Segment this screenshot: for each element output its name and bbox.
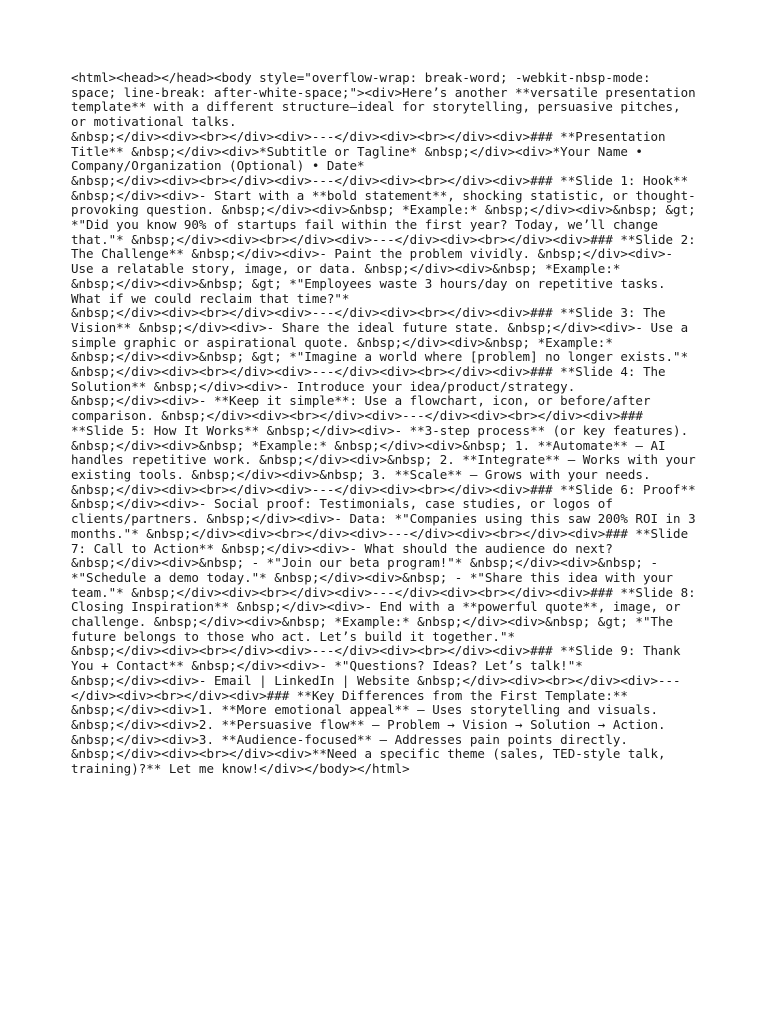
source-line: Closing Inspiration** &nbsp;</div><div>- End with a **powerful quote**, image, or [71,599,681,615]
source-line: &nbsp;</div><div><br></div><div>---</div><div><br></div><div>### **Slide 3: The [71,305,666,321]
source-line: &nbsp;</div><div>&nbsp; &gt; *"Imagine a world where [problem] no longer exists."* [71,349,689,365]
source-line: *"Schedule a demo today."* &nbsp;</div><div>&nbsp; - *"Share this idea with your [71,569,674,585]
source-line: &nbsp;</div><div>- Email | LinkedIn | Website &nbsp;</div><div><br></div><div>--- [71,672,681,688]
source-line: *"Did you know 90% of startups fail within the first year? Today, we’ll change [71,217,658,233]
source-line: clients/partners. &nbsp;</div><div>- Data: *"Companies using this saw 200% ROI in 3 [71,511,696,527]
source-line: existing tools. &nbsp;</div><div>&nbsp; 3. **Scale** – Grows with your needs. [71,466,651,482]
source-line: training)?** Let me know!</div></body></html> [71,761,410,777]
source-line: &nbsp;</div><div><br></div><div>---</div><div><br></div><div>### **Slide 9: Thank [71,643,681,659]
source-line: template** with a different structure—ideal for storytelling, persuasive pitches, [71,99,681,115]
source-line: The Challenge** &nbsp;</div><div>- Paint the problem vividly. &nbsp;</div><div>- [71,246,674,262]
source-line: <html><head></head><body style="overflow-wrap: break-word; -webkit-nbsp-mode: [71,70,651,85]
source-line: provoking question. &nbsp;</div><div>&nbsp; *Example:* &nbsp;</div><div>&nbsp; &gt; [71,202,696,218]
raw-html-source-text [71,71,711,777]
source-line: &nbsp;</div><div><br></div><div>---</div><div><br></div><div>### **Slide 1: Hook** [71,172,689,188]
source-line: Vision** &nbsp;</div><div>- Share the ideal future state. &nbsp;</div><div>- Use a [71,319,689,335]
source-line: Title** &nbsp;</div><div>*Subtitle or Tagline* &nbsp;</div><div>*Your Name • [71,143,643,159]
source-line: **Slide 5: How It Works** &nbsp;</div><div>- **3-step process** (or key features). [71,422,689,438]
source-line: that."* &nbsp;</div><div><br></div><div>---</div><div><br></div><div>### **Slide 2: [71,231,696,247]
source-line: &nbsp;</div><div>- Social proof: Testimonials, case studies, or logos of [71,496,613,512]
source-line: simple graphic or aspirational quote. &nbsp;</div><div>&nbsp; *Example:* [71,334,613,350]
source-line: </div><div><br></div><div>### **Key Differences from the First Template:** [71,687,628,703]
source-line: team."* &nbsp;</div><div><br></div><div>---</div><div><br></div><div>### **Slide 8: [71,584,696,600]
source-line: &nbsp;</div><div>- **Keep it simple**: Use a flowchart, icon, or before/after [71,393,651,409]
source-line: What if we could reclaim that time?"* [71,290,350,306]
source-line: Company/Organization (Optional) • Date* [71,158,365,174]
source-line: handles repetitive work. &nbsp;</div><div>&nbsp; 2. **Integrate** – Works with your [71,452,696,468]
source-line: space; line-break: after-white-space;"><div>Here’s another **versatile presentation [71,84,696,100]
source-line: or motivational talks. [71,114,237,130]
source-line: future belongs to those who act. Let’s build it together."* [71,628,516,644]
source-line: &nbsp;</div><div><br></div><div>**Need a specific theme (sales, TED-style talk, [71,746,666,762]
source-line: Solution** &nbsp;</div><div>- Introduce your idea/product/strategy. [71,378,576,394]
source-line: challenge. &nbsp;</div><div>&nbsp; *Example:* &nbsp;</div><div>&nbsp; &gt; *"The [71,614,674,630]
source-line: &nbsp;</div><div><br></div><div>---</div><div><br></div><div>### **Slide 6: Proof** [71,481,696,497]
source-line: comparison. &nbsp;</div><div><br></div><div>---</div><div><br></div><div>### [71,408,643,424]
source-line: &nbsp;</div><div><br></div><div>---</div><div><br></div><div>### **Slide 4: The [71,364,666,380]
source-line: 7: Call to Action** &nbsp;</div><div>- What should the audience do next? [71,540,613,556]
source-line: &nbsp;</div><div>3. **Audience-focused** – Addresses pain points directly. [71,731,628,747]
source-line: &nbsp;</div><div>1. **More emotional appeal** – Uses storytelling and visuals. [71,702,658,718]
source-line: You + Contact** &nbsp;</div><div>- *"Questions? Ideas? Let’s talk!"* [71,658,583,674]
source-line: &nbsp;</div><div>- Start with a **bold statement**, shocking statistic, or thought- [71,187,696,203]
source-line: Use a relatable story, image, or data. &nbsp;</div><div>&nbsp; *Example:* [71,261,621,277]
source-line: &nbsp;</div><div>&nbsp; - *"Join our beta program!"* &nbsp;</div><div>&nbsp; - [71,555,658,571]
source-line: &nbsp;</div><div>2. **Persuasive flow** – Problem → Vision → Solution → Action. [71,716,666,732]
source-line: months."* &nbsp;</div><div><br></div><div>---</div><div><br></div><div>### **Slide [71,525,689,541]
source-line: &nbsp;</div><div>&nbsp; &gt; *"Employees waste 3 hours/day on repetitive tasks. [71,275,666,291]
source-line: &nbsp;</div><div><br></div><div>---</div><div><br></div><div>### **Presentation [71,128,666,144]
source-line: &nbsp;</div><div>&nbsp; *Example:* &nbsp;</div><div>&nbsp; 1. **Automate** – AI [71,437,666,453]
